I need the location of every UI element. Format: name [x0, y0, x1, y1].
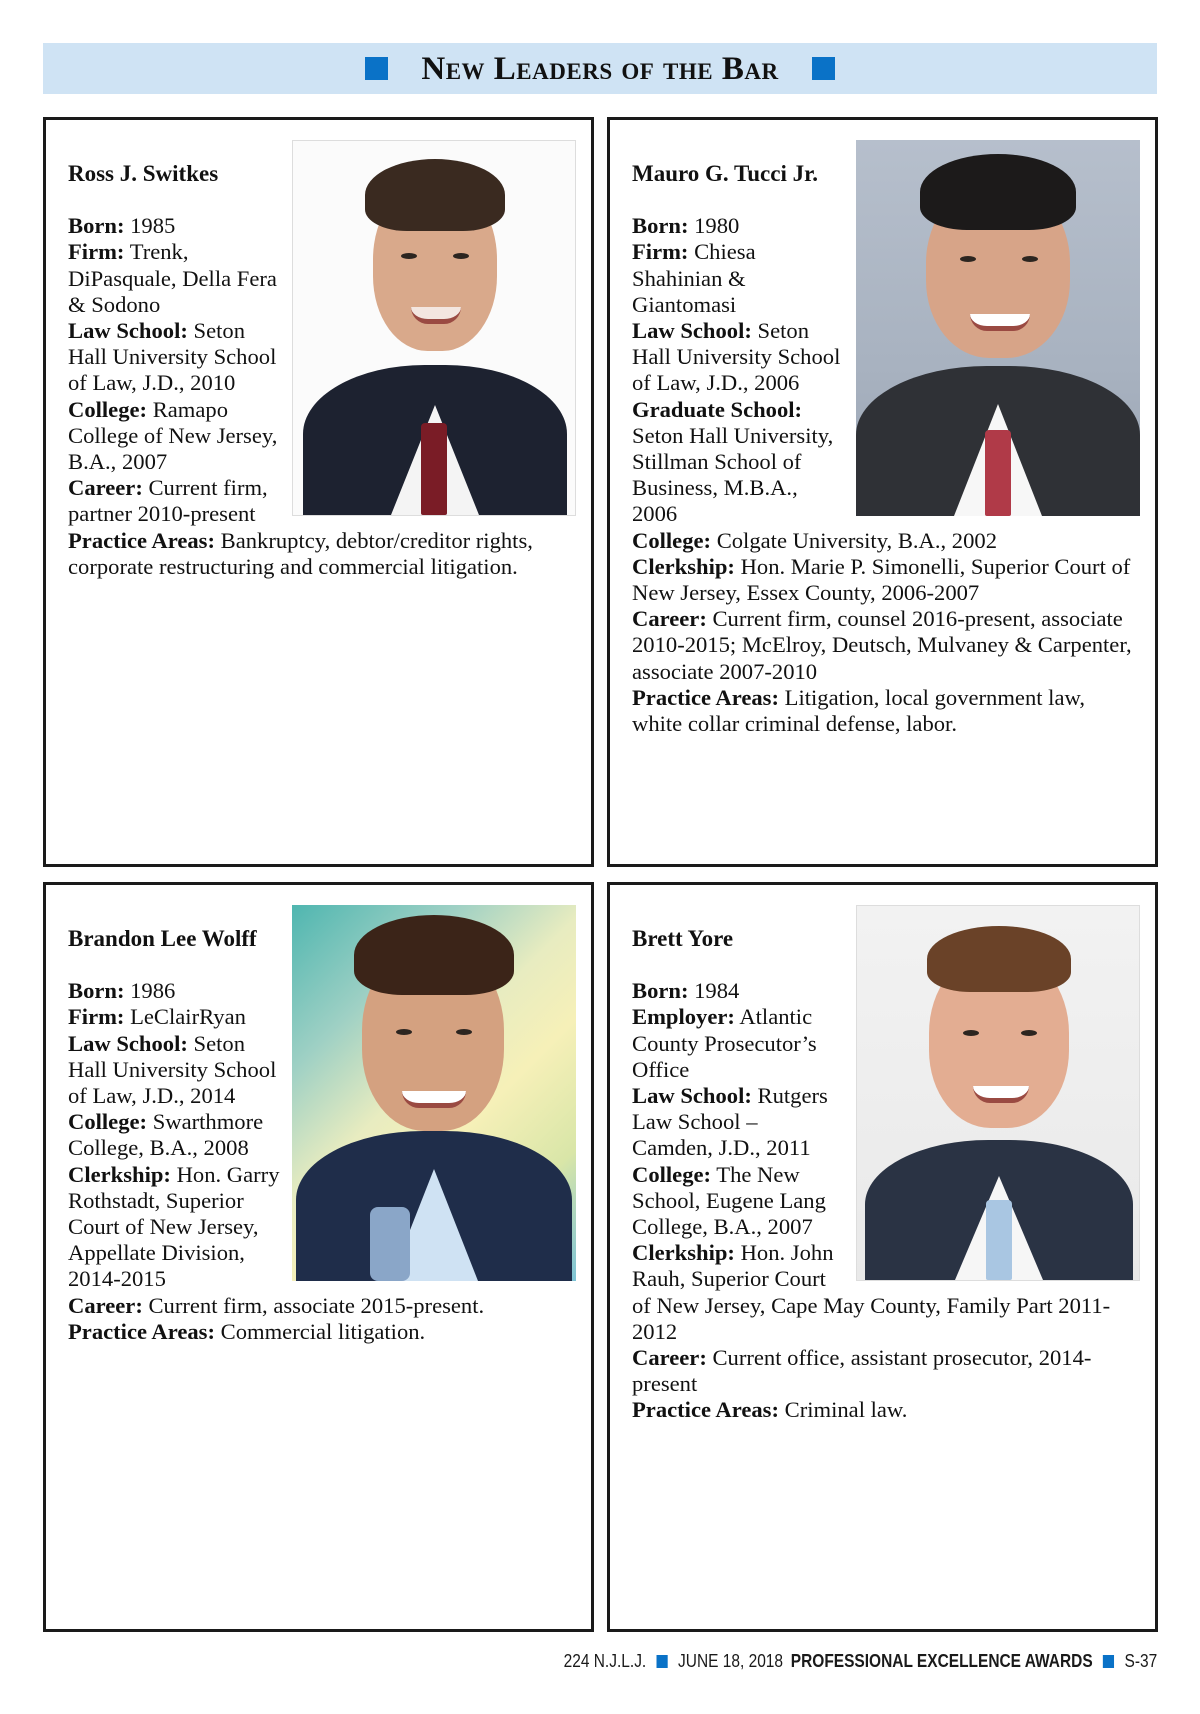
- profile-field-clerkship: Clerkship: Hon. Garry Rothstadt, Superior Court of New Jersey, Appellate Division, 2014-2015: [68, 1161, 280, 1292]
- profile-card: [43, 117, 594, 867]
- square-bullet-icon: [812, 57, 835, 80]
- profile-field-college: College: Colgate University, B.A., 2002: [632, 527, 997, 553]
- profile-field-practice-areas: Practice Areas: Criminal law.: [632, 1397, 908, 1423]
- footer-issue: 224 N.J.L.J.: [563, 1650, 647, 1671]
- profile-field-born: Born: 1980: [632, 213, 740, 239]
- square-bullet-icon: [656, 1655, 667, 1668]
- profile-field-practice-areas: Practice Areas: Commercial litigation.: [68, 1318, 426, 1344]
- profile-field-born: Born: 1985: [68, 213, 176, 239]
- page-footer: [563, 1649, 1157, 1673]
- footer-date: JUNE 18, 2018: [677, 1650, 783, 1671]
- portrait-photo: [292, 905, 576, 1281]
- profile-field-practice-areas: Practice Areas: Litigation, local government law, white collar criminal defense, labor.: [632, 684, 1085, 737]
- profile-field-college: College: Swarthmore College, B.A., 2008: [68, 1109, 264, 1161]
- profile-field-born: Born: 1986: [68, 978, 176, 1004]
- profile-field-graduate-school: Graduate School: Seton Hall University, Stillman School of Business, M.B.A., 2006: [632, 396, 834, 527]
- profile-name: Brandon Lee Wolff: [68, 926, 257, 951]
- profile-field-born: Born: 1984: [632, 978, 740, 1004]
- profile-field-career: Career: Current firm, counsel 2016-present, associate 2010-2015; McElroy, Deutsch, Mulvaney & Carpenter, associate 2007-2010: [632, 606, 1132, 684]
- square-bullet-icon: [365, 57, 388, 80]
- profile-field-firm: Firm: Trenk, DiPasquale, Della Fera & Sodono: [68, 239, 277, 317]
- square-bullet-icon: [1103, 1655, 1114, 1668]
- profile-card: [43, 882, 594, 1632]
- footer-page-number: S-37: [1124, 1650, 1157, 1671]
- profile-field-career: Career: Current firm, associate 2015-present.: [68, 1292, 485, 1318]
- profile-field-law-school: Law School: Seton Hall University School of Law, J.D., 2006: [632, 318, 841, 396]
- portrait-photo: [292, 140, 576, 516]
- profile-field-firm: Firm: Chiesa Shahinian & Giantomasi: [632, 239, 756, 317]
- profile-field-employer: Employer: Atlantic County Prosecutor’s Office: [632, 1004, 817, 1082]
- profile-field-law-school: Law School: Rutgers Law School – Camden, J.D., 2011: [632, 1083, 828, 1161]
- profile-field-career: Career: Current office, assistant prosecutor, 2014-present: [632, 1345, 1092, 1397]
- profile-field-clerkship: Clerkship: Hon. John Rauh, Superior Court of New Jersey, Cape May County, Family Part 2011-2012: [632, 1240, 1111, 1344]
- section-title: New Leaders of the Bar: [421, 51, 779, 87]
- profile-field-career: Career: Current firm, partner 2010-present: [68, 475, 268, 527]
- portrait-photo: [856, 905, 1140, 1281]
- profile-field-law-school: Law School: Seton Hall University School of Law, J.D., 2014: [68, 1030, 277, 1109]
- profile-card: [607, 882, 1158, 1632]
- profile-name: Mauro G. Tucci Jr.: [632, 161, 818, 186]
- profile-field-firm: Firm: LeClairRyan: [68, 1004, 246, 1030]
- profile-name: Brett Yore: [632, 926, 734, 951]
- profile-field-law-school: Law School: Seton Hall University School of Law, J.D., 2010: [68, 318, 277, 396]
- portrait-photo: [856, 140, 1140, 516]
- profile-field-college: College: Ramapo College of New Jersey, B.A., 2007: [68, 396, 278, 475]
- profile-field-college: College: The New School, Eugene Lang College, B.A., 2007: [632, 1161, 826, 1240]
- footer-section: PROFESSIONAL EXCELLENCE AWARDS: [790, 1650, 1093, 1671]
- profile-field-clerkship: Clerkship: Hon. Marie P. Simonelli, Superior Court of New Jersey, Essex County, 2006-2007: [632, 553, 1131, 606]
- profile-card: [607, 117, 1158, 867]
- profile-field-practice-areas: Practice Areas: Bankruptcy, debtor/creditor rights, corporate restructuring and commercial litigation.: [68, 527, 533, 579]
- profile-name: Ross J. Switkes: [68, 161, 219, 186]
- section-header-banner: [43, 43, 1157, 94]
